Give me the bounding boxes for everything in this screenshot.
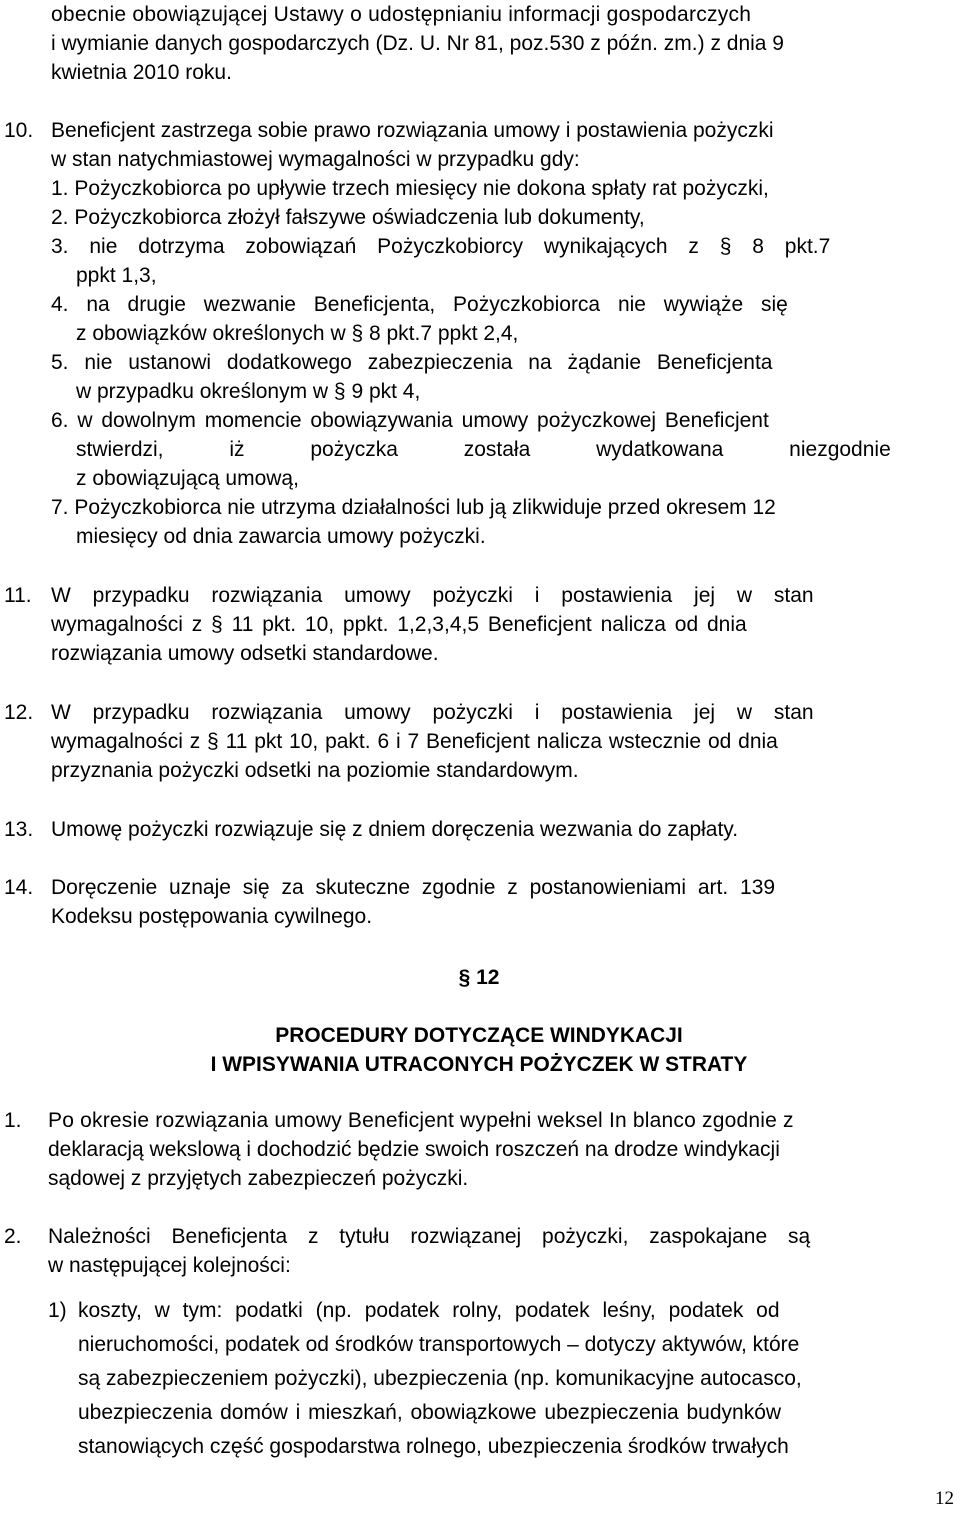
- sub-item-line: stanowiących część gospodarstwa rolnego, ubezpieczenia środków trwałych: [78, 1435, 789, 1458]
- paragraph-line: w stan natychmiastowej wymagalności w przypadku gdy:: [51, 148, 580, 171]
- paragraph-line: Po okresie rozwiązania umowy Beneficjent wypełni weksel In blanco zgodnie z: [48, 1109, 794, 1132]
- paragraph-number: 2.: [4, 1225, 22, 1248]
- paragraph-number: 12.: [4, 701, 34, 724]
- paragraph-number: 13.: [4, 818, 34, 841]
- section-symbol: § 12: [458, 966, 500, 989]
- list-item: 4. na drugie wezwanie Beneficjenta, Pożyczkobiorca nie wywiąże się: [51, 293, 788, 316]
- paragraph-line: przyznania pożyczki odsetki na poziomie standardowym.: [51, 759, 579, 782]
- paragraph-line: W przypadku rozwiązania umowy pożyczki i postawienia jej w stan: [51, 584, 814, 607]
- list-item: 3. nie dotrzyma zobowiązań Pożyczkobiorcy wynikających z § 8 pkt.7: [51, 235, 831, 258]
- intro-line: obecnie obowiązującej Ustawy o udostępnianiu informacji gospodarczych: [51, 3, 752, 26]
- paragraph-line: Należności Beneficjenta z tytułu rozwiązanej pożyczki, zaspokajane są: [48, 1225, 811, 1248]
- section-title: I WPISYWANIA UTRACONYCH POŻYCZEK W STRATY: [210, 1053, 748, 1076]
- paragraph-line: deklaracją wekslową i dochodzić będzie swoich roszczeń na drodze windykacji: [48, 1138, 780, 1161]
- list-item: 5. nie ustanowi dodatkowego zabezpieczenia na żądanie Beneficjenta: [51, 351, 773, 374]
- sub-item-line: są zabezpieczeniem pożyczki), ubezpieczenia (np. komunikacyjne autocasco,: [78, 1367, 802, 1390]
- list-item: 2. Pożyczkobiorca złożył fałszywe oświadczenia lub dokumenty,: [51, 206, 645, 229]
- paragraph-line: sądowej z przyjętych zabezpieczeń pożyczki.: [48, 1167, 469, 1190]
- paragraph-line: Umowę pożyczki rozwiązuje się z dniem doręczenia wezwania do zapłaty.: [51, 818, 739, 841]
- list-item-continuation: miesięcy od dnia zawarcia umowy pożyczki.: [76, 525, 486, 548]
- sub-item-number: 1): [48, 1299, 67, 1322]
- paragraph-line: W przypadku rozwiązania umowy pożyczki i postawienia jej w stan: [51, 701, 814, 724]
- paragraph-line: wymagalności z § 11 pkt. 10, ppkt. 1,2,3,4,5 Beneficjent nalicza od dnia: [51, 613, 747, 636]
- paragraph-line: Kodeksu postępowania cywilnego.: [51, 905, 373, 928]
- list-item-continuation: z obowiązującą umową,: [76, 467, 299, 490]
- sub-item-line: nieruchomości, podatek od środków transportowych – dotyczy aktywów, które: [78, 1333, 800, 1356]
- list-item-continuation: ppkt 1,3,: [76, 264, 157, 287]
- paragraph-number: 1.: [4, 1109, 22, 1132]
- section-title: PROCEDURY DOTYCZĄCE WINDYKACJI: [275, 1024, 683, 1047]
- paragraph-line: Doręczenie uznaje się za skuteczne zgodnie z postanowieniami art. 139: [51, 876, 776, 899]
- sub-item-line: koszty, w tym: podatki (np. podatek rolny, podatek leśny, podatek od: [78, 1299, 780, 1322]
- intro-line: kwietnia 2010 roku.: [51, 61, 232, 84]
- paragraph-number: 10.: [4, 119, 34, 142]
- list-item: 1. Pożyczkobiorca po upływie trzech miesięcy nie dokona spłaty rat pożyczki,: [51, 177, 769, 200]
- paragraph-line: rozwiązania umowy odsetki standardowe.: [51, 642, 439, 665]
- paragraph-number: 11.: [4, 584, 32, 607]
- list-item-continuation: z obowiązków określonych w § 8 pkt.7 ppkt 2,4,: [76, 322, 519, 345]
- paragraph-line: w następującej kolejności:: [48, 1254, 291, 1277]
- intro-line: i wymianie danych gospodarczych (Dz. U. Nr 81, poz.530 z późn. zm.) z dnia 9: [51, 32, 784, 55]
- list-item: 7. Pożyczkobiorca nie utrzyma działalności lub ją zlikwiduje przed okresem 12: [51, 496, 776, 519]
- list-item: 6. w dowolnym momencie obowiązywania umowy pożyczkowej Beneficjent: [51, 409, 769, 432]
- paragraph-line: Beneficjent zastrzega sobie prawo rozwiązania umowy i postawienia pożyczki: [51, 119, 774, 142]
- paragraph-number: 14.: [4, 876, 34, 899]
- list-item-continuation: stwierdzi, iż pożyczka została wydatkowana niezgodnie: [76, 438, 891, 461]
- page-number: 12: [935, 1488, 954, 1509]
- sub-item-line: ubezpieczenia domów i mieszkań, obowiązkowe ubezpieczenia budynków: [78, 1401, 782, 1424]
- paragraph-line: wymagalności z § 11 pkt 10, pakt. 6 i 7 Beneficjent nalicza wstecznie od dnia: [51, 730, 778, 753]
- list-item-continuation: w przypadku określonym w § 9 pkt 4,: [76, 380, 421, 403]
